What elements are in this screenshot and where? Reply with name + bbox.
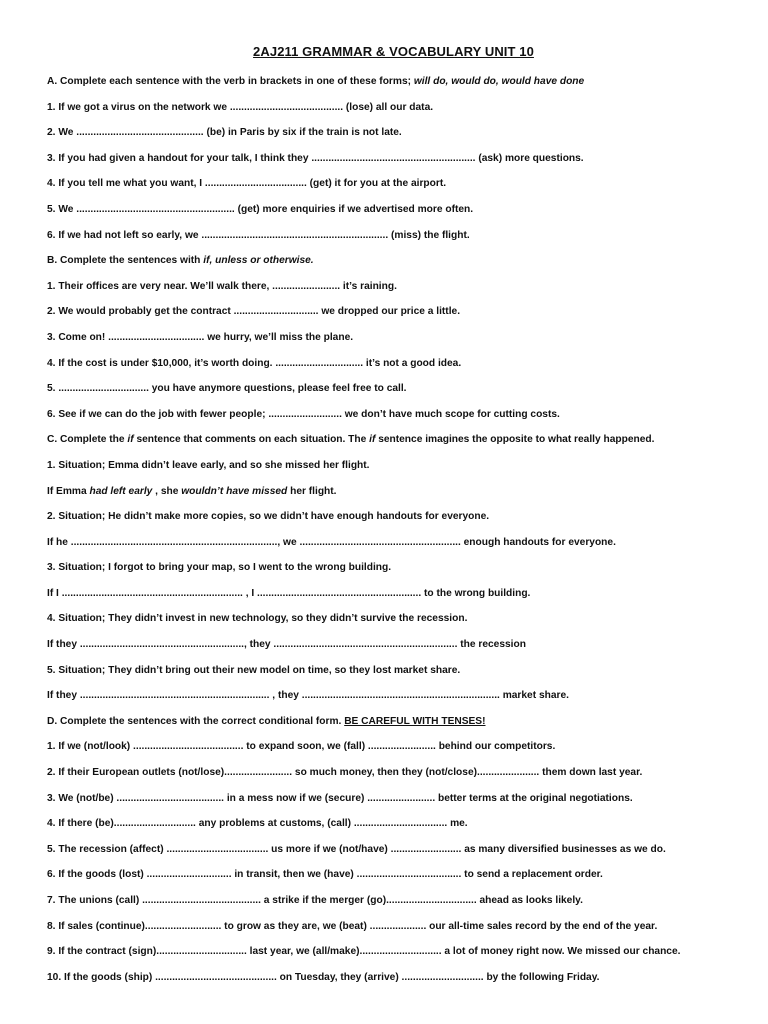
line-text: 5. We ........................................................ (get) more enquiries if we advertised more often.	[47, 203, 474, 215]
worksheet-line	[47, 504, 740, 530]
line-text: 3. We (not/be) ...................................... in a mess now if we (secure) ........................ better terms at the original negotiations.	[47, 792, 633, 804]
worksheet-line	[47, 171, 740, 197]
line-text: 6. See if we can do the job with fewer people; .......................... we don’t have much scope for cutting costs.	[47, 408, 560, 420]
line-text: her flight.	[287, 485, 337, 497]
line-text: sentence that comments on each situation. The	[133, 434, 370, 446]
line-text: C. Complete the	[47, 434, 128, 446]
worksheet-line	[47, 760, 740, 786]
line-text: 2. We would probably get the contract .............................. we dropped our price a little.	[47, 306, 461, 318]
worksheet-line	[47, 734, 740, 760]
line-text: if	[369, 434, 376, 446]
line-text: If they ................................................................... , they ...................................................................... market share.	[47, 690, 569, 702]
line-text: If I ................................................................ , I .......................................................... to the wrong building.	[47, 587, 531, 599]
line-text: 6. If the goods (lost) .............................. in transit, then we (have) ..................................... to send a replacement order.	[47, 869, 603, 881]
worksheet-line	[47, 427, 740, 453]
worksheet-line	[47, 146, 740, 172]
line-text: A. Complete each sentence with the verb in brackets in one of these forms;	[47, 76, 414, 87]
worksheet-line	[47, 939, 740, 965]
line-text: 1. If we got a virus on the network we ........................................ (lose) all our data.	[47, 101, 434, 113]
worksheet-line	[47, 786, 740, 812]
worksheet-line	[47, 223, 740, 249]
line-text: 4. If you tell me what you want, I .................................... (get) it for you at the airport.	[47, 178, 447, 190]
worksheet-line	[47, 632, 740, 658]
worksheet-line	[47, 555, 740, 581]
line-text: 3. Come on! .................................. we hurry, we’ll miss the plane.	[47, 331, 354, 343]
line-text: 7. The unions (call) .......................................... a strike if the merger (go)................................ ahead as looks likely.	[47, 895, 583, 906]
line-text: 3. If you had given a handout for your talk, I think they .......................................................... (ask) more questions.	[47, 152, 584, 164]
worksheet-line	[47, 862, 740, 888]
worksheet-line	[47, 837, 740, 863]
line-text: 2. If their European outlets (not/lose)........................ so much money, then they (not/close)...................... them down last year.	[47, 767, 643, 779]
worksheet-line	[47, 120, 740, 146]
worksheet-line	[47, 351, 740, 377]
worksheet-line	[47, 811, 740, 837]
worksheet-line	[47, 479, 740, 505]
line-text: 4. If there (be)............................. any problems at customs, (call) ................................. me.	[47, 818, 468, 830]
line-text: 1. If we (not/look) ....................................... to expand soon, we (fall) ........................ behind our competitors.	[47, 741, 556, 753]
line-text: 1. Situation; Emma didn’t leave early, and so she missed her flight.	[47, 459, 370, 471]
line-text: 8. If sales (continue)........................... to grow as they are, we (beat) .................... our all-time sales record by the end of the year.	[47, 920, 658, 932]
worksheet-line	[47, 299, 740, 325]
worksheet-line	[47, 453, 740, 479]
line-text: 9. If the contract (sign)................................ last year, we (all/make)............................. a lot of money right now. We missed our chance.	[47, 946, 681, 958]
line-text: 5. The recession (affect) .................................... us more if we (not/have) ......................... as many diversified businesses as we do.	[47, 843, 666, 855]
line-text: 3. Situation; I forgot to bring your map, so I went to the wrong building.	[47, 562, 392, 574]
worksheet-line	[47, 658, 740, 684]
worksheet-line	[47, 95, 740, 121]
line-text: If he ........................................................................., we ......................................................... enough handouts for everyone.	[47, 536, 616, 548]
line-text: D. Complete the sentences with the correct conditional form.	[47, 715, 345, 727]
line-text: If they .........................................................., they ................................................................. the recession	[47, 639, 526, 651]
line-text: 5. ................................ you have anymore questions, please feel free to call.	[47, 383, 407, 395]
worksheet-line	[47, 274, 740, 300]
worksheet-line	[47, 402, 740, 428]
worksheet-line	[47, 606, 740, 632]
worksheet-line	[47, 683, 740, 709]
worksheet-line	[47, 914, 740, 940]
line-text: if	[127, 434, 134, 446]
line-text: wouldn’t have missed	[181, 485, 288, 497]
worksheet-line	[47, 888, 740, 914]
line-text: had left early	[89, 485, 153, 497]
worksheet-line	[47, 530, 740, 556]
line-text: If Emma	[47, 485, 90, 497]
line-text: 2. Situation; He didn’t make more copies, so we didn’t have enough handouts for everyone.	[47, 511, 490, 523]
line-text: 6. If we had not left so early, we .................................................................. (miss) the flight.	[47, 229, 470, 241]
worksheet-line	[47, 69, 740, 95]
line-text: , she	[152, 485, 182, 497]
line-text: if, unless or otherwise.	[203, 255, 314, 267]
line-text: 1. Their offices are very near. We’ll walk there, ........................ it’s raining.	[47, 280, 397, 292]
worksheet-line	[47, 965, 740, 991]
worksheet-line	[47, 376, 740, 402]
line-text: 4. Situation; They didn’t invest in new technology, so they didn’t survive the recession.	[47, 613, 468, 625]
line-text: sentence imagines the opposite to what really happened.	[375, 434, 655, 446]
worksheet-line	[47, 581, 740, 607]
worksheet-line	[47, 197, 740, 223]
worksheet-line	[47, 248, 740, 274]
worksheet-line	[47, 325, 740, 351]
line-text: B. Complete the sentences with	[47, 255, 204, 267]
line-text: will do, would do, would have done	[413, 76, 585, 87]
worksheet-line	[47, 709, 740, 735]
line-text: 4. If the cost is under $10,000, it’s worth doing. ............................... it’s not a good idea.	[47, 357, 462, 369]
line-text: BE CAREFUL WITH TENSES!	[344, 715, 486, 727]
line-text: 5. Situation; They didn’t bring out their new model on time, so they lost market share.	[47, 664, 461, 676]
line-text: 2. We ............................................. (be) in Paris by six if the train is not late.	[47, 127, 402, 139]
line-text: 10. If the goods (ship) ........................................... on Tuesday, they (arrive) ............................. by the following Friday.	[47, 971, 600, 983]
worksheet-title: 2AJ211 GRAMMAR & VOCABULARY UNIT 10	[253, 44, 534, 59]
worksheet-content	[47, 69, 740, 990]
